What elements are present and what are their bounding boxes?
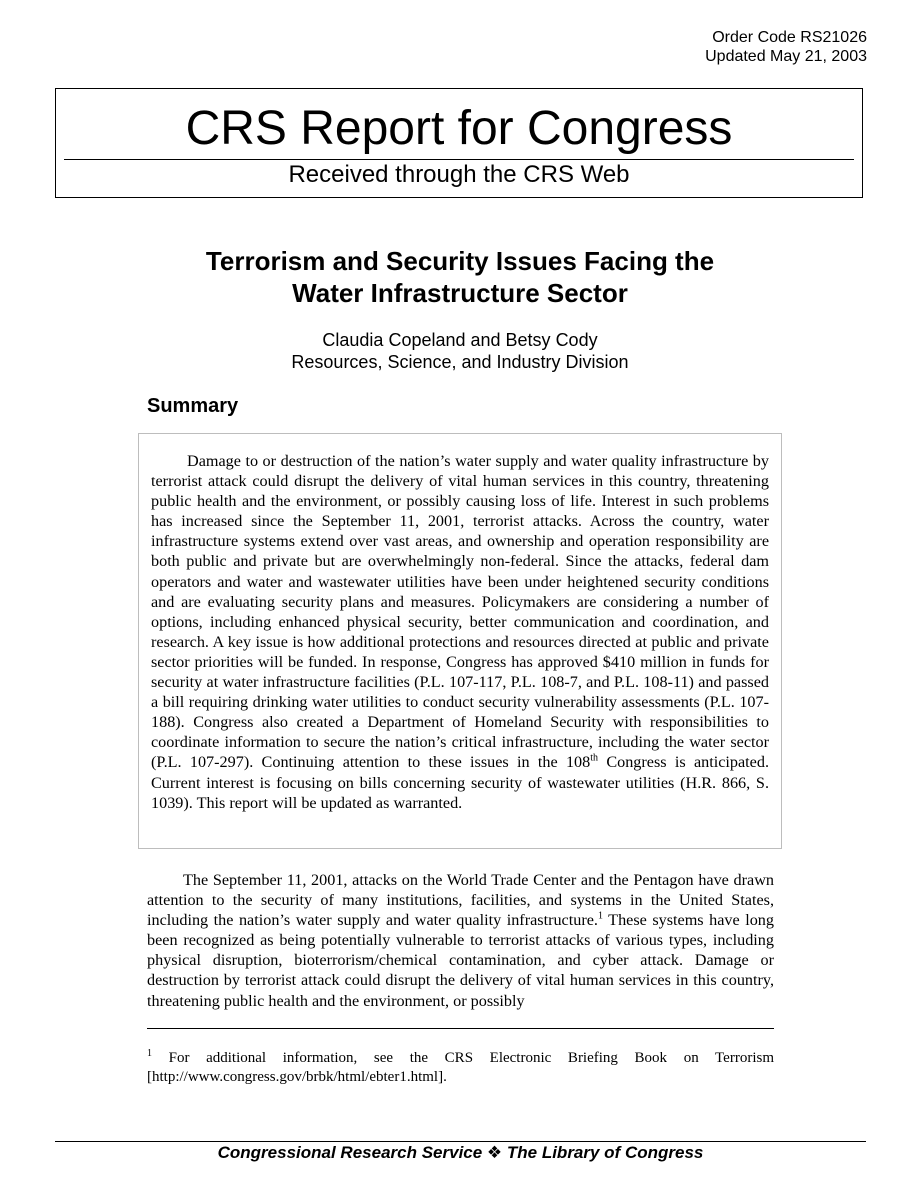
- footer-rule: [55, 1141, 866, 1142]
- masthead-title: CRS Report for Congress: [185, 102, 733, 155]
- masthead-subtitle: Received through the CRS Web: [288, 161, 630, 188]
- masthead-rule: [64, 159, 854, 160]
- footnote-separator: [147, 1028, 774, 1029]
- document-title: [100, 245, 820, 309]
- document-title-line1: Terrorism and Security Issues Facing the: [205, 246, 715, 276]
- authors: Claudia Copeland and Betsy Cody: [322, 330, 598, 350]
- footnote: [147, 1049, 774, 1087]
- body-text-part2: These systems have long been recognized as being potentially vulnerable to terrorist attacks of various types, including physical disruption, bioterrorism/chemical contamination, and cyber attack. Damage or destruction by terrorist attack could disrupt the delivery of vital human services in this country, threatening public health and the environment, or possibly: [147, 911, 774, 1010]
- summary-superscript: th: [590, 753, 599, 765]
- summary-box: [138, 433, 782, 849]
- document-title-line2: Water Infrastructure Sector: [292, 278, 628, 308]
- updated-date: Updated May 21, 2003: [705, 48, 867, 65]
- summary-text-part2: Congress is anticipated. Current interest is focusing on bills concerning security of wastewater utilities (H.R. 866, S. 1039). This report will be updated as warranted.: [151, 753, 770, 812]
- footnote-text: For additional information, see the CRS Electronic Briefing Book on Terrorism [http://www.congress.gov/brbk/html/ebter1.html].: [147, 1050, 774, 1085]
- order-code: Order Code RS21026: [712, 29, 867, 46]
- summary-heading: Summary: [147, 395, 239, 417]
- body-text-part1: The September 11, 2001, attacks on the World Trade Center and the Pentagon have drawn attention to the security of many institutions, facilities, and systems in the United States, including the nation’s water supply and water quality infrastructure.: [147, 871, 774, 930]
- footnote-marker: 1: [147, 1048, 152, 1059]
- masthead-box: [55, 88, 863, 198]
- summary-paragraph: [151, 451, 769, 813]
- summary-text-part1: Damage to or destruction of the nation’s water supply and water quality infrastructure by terrorist attack could disrupt the delivery of vital human services in this country, threatening public health and the environment, or possibly causing loss of life. Interest in such problems has increased since the September 11, 2001, terrorist attacks. Across the country, water infrastructure systems extend over vast areas, and ownership and operation responsibility are both public and private but are overwhelmingly non-federal. Since the attacks, federal dam operators and water and wastewater utilities have been under heightened security conditions and are evaluating security plans and measures. Policymakers are considering a number of options, including enhanced physical security, better communication and coordination, and research. A key issue is how additional protections and resources directed at public and private sector priorities will be funded. In response, Congress has approved $410 million in funds for security at water infrastructure facilities (P.L. 107-117, P.L. 108-7, and P.L. 108-11) and passed a bill requiring drinking water utilities to conduct security vulnerability assessments (P.L. 107-188). Congress also created a Department of Homeland Security with responsibilities to coordinate information to secure the nation’s critical infrastructure, including the water sector (P.L. 107-297). Continuing attention to these issues in the 108: [151, 452, 769, 772]
- page-footer: Congressional Research Service ❖ The Library of Congress: [217, 1143, 704, 1162]
- body-paragraph: [147, 870, 774, 1011]
- author-block: [100, 329, 820, 373]
- footnote-reference: 1: [597, 910, 603, 922]
- order-code-block: [705, 28, 867, 66]
- division: Resources, Science, and Industry Division: [291, 352, 629, 372]
